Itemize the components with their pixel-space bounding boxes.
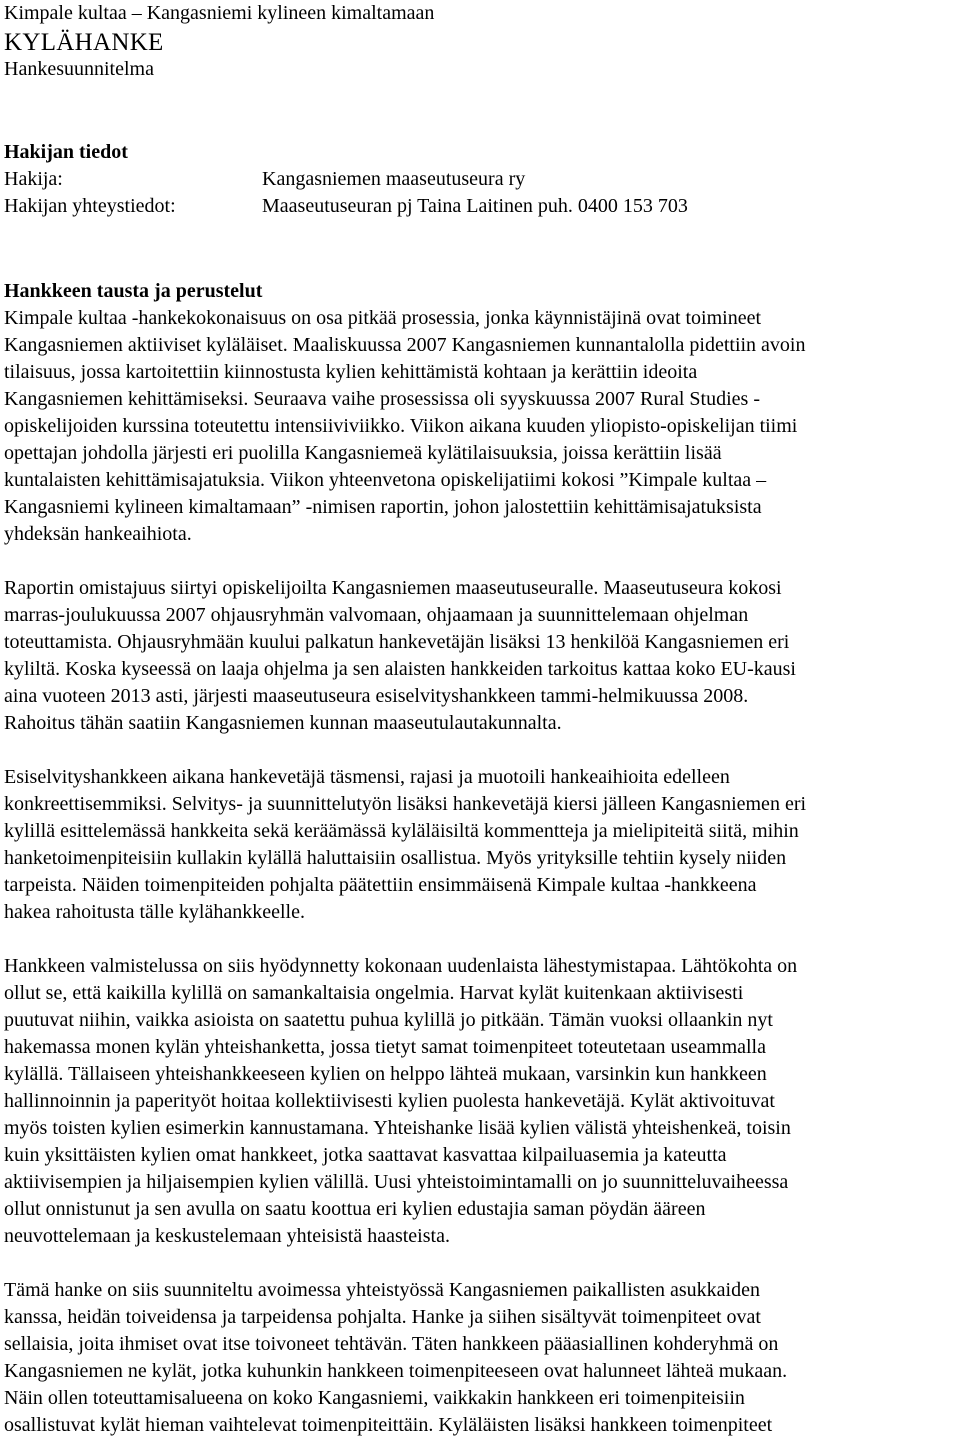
document [4, 0, 956, 1439]
paragraph-line: myös toisten kylien esimerkin kannustamana. Yhteishanke lisää kylien välistä yhteishenkeä, toisin [4, 1117, 791, 1139]
paragraph-line: kylällä. Tällaiseen yhteishankkeeseen kylien on helppo lähteä mukaan, varsinkin kun hankkeen [4, 1063, 767, 1085]
spacer [4, 83, 956, 139]
paragraph-line: opiskelijoiden kurssina toteutettu intensiiviviikko. Viikon aikana kuuden yliopisto-opiskelijan tiimi [4, 415, 798, 437]
contact-value: Maaseutuseuran pj Taina Laitinen puh. 0400 153 703 [262, 195, 688, 217]
applicant-value: Kangasniemen maaseutuseura ry [262, 168, 526, 190]
paragraph-line: Kangasniemen ne kylät, jotka kuhunkin hankkeen toimenpiteeseen ovat halunneet lähteä mukaan. [4, 1360, 788, 1382]
background-body [4, 305, 956, 1439]
paragraph-line: hakea rahoitusta tälle kylähankkeelle. [4, 901, 305, 923]
paragraph-line: aktiivisempien ja hiljaisempien kylien välillä. Uusi yhteistoimintamalli on jo suunnitteluvaiheessa [4, 1171, 789, 1193]
contact-row [4, 193, 956, 220]
paragraph-line: ollut se, että kaikilla kylillä on samankaltaisia ongelmia. Harvat kylät kuitenkaan aktiivisesti [4, 982, 744, 1004]
paragraph-line: Raportin omistajuus siirtyi opiskelijoilta Kangasniemen maaseutuseuralle. Maaseutuseura kokosi [4, 577, 782, 599]
paragraph-line: Kangasniemi kylineen kimaltamaan” -nimisen raportin, johon jalostettiin kehittämisajatuksista [4, 496, 762, 518]
paragraph-line: hallinnoinnin ja paperityöt hoitaa kollektiivisesti kylien puolesta hankevetäjä. Kylät aktivoituvat [4, 1090, 775, 1112]
paragraph-line: neuvottelemaan ja keskustelemaan yhteisistä haasteista. [4, 1225, 450, 1247]
paragraph-line: kuntalaisten kehittämisajatuksia. Viikon yhteenvetona opiskelijatiimi kokosi ”Kimpale kultaa – [4, 469, 767, 491]
paragraph-5 [4, 1277, 956, 1439]
paragraph-gap [4, 548, 956, 575]
paragraph-line: tarpeista. Näiden toimenpiteiden pohjalta päätettiin ensimmäisenä Kimpale kultaa -hankkeena [4, 874, 757, 896]
paragraph-line: kuin yksittäisten kylien omat hankkeet, jotka saattavat kasvattaa kilpailuasemia ja kateutta [4, 1144, 727, 1166]
applicant-row [4, 166, 956, 193]
background-heading: Hankkeen tausta ja perustelut [4, 280, 263, 302]
paragraph-line: yhdeksän hankeaihiota. [4, 523, 192, 545]
paragraph-line: kyliltä. Koska kyseessä on laaja ohjelma ja sen alaisten hankkeiden tarkoitus kattaa koko EU-kausi [4, 658, 796, 680]
paragraph-gap [4, 926, 956, 953]
paragraph-line: ollut onnistunut ja sen avulla on saatu koottua eri kylien edustajia saman pöydän ääreen [4, 1198, 706, 1220]
paragraph-line: kanssa, heidän toiveidensa ja tarpeidensa pohjalta. Hanke ja siihen sisältyvät toimenpiteet ovat [4, 1306, 761, 1328]
paragraph-4 [4, 953, 956, 1250]
paragraph-line: opettajan johdolla järjesti eri puolilla Kangasniemeä kylätilaisuuksia, joissa kerättiin lisää [4, 442, 722, 464]
paragraph-line: Näin ollen toteuttamisalueena on koko Kangasniemi, vaikkakin hankkeen eri toimenpiteisiin [4, 1387, 745, 1409]
paragraph-line: Tämä hanke on siis suunniteltu avoimessa yhteistyössä Kangasniemen paikallisten asukkaiden [4, 1279, 760, 1301]
paragraph-line: marras-joulukuussa 2007 ohjausryhmän valvomaan, ohjaamaan ja suunnittelemaan ohjelman [4, 604, 749, 626]
contact-label: Hakijan yhteystiedot: [4, 195, 176, 217]
applicant-heading: Hakijan tiedot [4, 141, 128, 163]
paragraph-line: aina vuoteen 2013 asti, järjesti maaseutuseura esiselvityshankkeen tammi-helmikuussa 2008. [4, 685, 749, 707]
paragraph-gap [4, 737, 956, 764]
document-title: KYLÄHANKE [4, 29, 164, 56]
paragraph-line: Kangasniemen kehittämiseksi. Seuraava vaihe prosessissa oli syyskuussa 2007 Rural Studies - [4, 388, 760, 410]
paragraph-line: Kimpale kultaa -hankekokonaisuus on osa pitkää prosessia, jonka käynnistäjinä ovat toimineet [4, 307, 762, 329]
paragraph-line: sellaisia, joita ihmiset ovat itse toivoneet tehtävän. Täten hankkeen pääasiallinen kohderyhmä on [4, 1333, 779, 1355]
paragraph-line: konkreettisemmiksi. Selvitys- ja suunnittelutyön lisäksi hankevetäjä kiersi jälleen Kangasniemen eri [4, 793, 807, 815]
paragraph-gap [4, 1250, 956, 1277]
paragraph-line: hanketoimenpiteisiin kullakin kylällä haluttaisiin osallistua. Myös yrityksille tehtiin kysely niiden [4, 847, 787, 869]
paragraph-line: tilaisuus, jossa kartoitettiin kiinnostusta kylien kehittämistä kohtaan ja kerättiin ideoita [4, 361, 698, 383]
paragraph-line: Kangasniemen aktiiviset kyläläiset. Maaliskuussa 2007 Kangasniemen kunnantalolla pidettiin avoin [4, 334, 806, 356]
project-name-line: Kimpale kultaa – Kangasniemi kylineen kimaltamaan [4, 2, 435, 24]
paragraph-2 [4, 575, 956, 737]
paragraph-3 [4, 764, 956, 926]
paragraph-line: toteuttamista. Ohjausryhmään kuului palkatun hankevetäjän lisäksi 13 henkilöä Kangasniemen eri [4, 631, 790, 653]
paragraph-line: puutuvat niihin, vaikka asioista on saatettu puhua kylillä jo pitkään. Tämän vuoksi ollaankin nyt [4, 1009, 773, 1031]
paragraph-line: Hankkeen valmistelussa on siis hyödynnetty kokonaan uudenlaista lähestymistapaa. Lähtökohta on [4, 955, 798, 977]
paragraph-1 [4, 305, 956, 548]
paragraph-line: Rahoitus tähän saatiin Kangasniemen kunnan maaseutulautakunnalta. [4, 712, 562, 734]
paragraph-line: osallistuvat kylät hieman vaihtelevat toimenpiteittäin. Kyläläisten lisäksi hankkeen toimenpiteet [4, 1414, 773, 1436]
paragraph-line: Esiselvityshankkeen aikana hankevetäjä täsmensi, rajasi ja muotoili hankeaihioita edelleen [4, 766, 730, 788]
applicant-label: Hakija: [4, 168, 63, 190]
document-subtitle: Hankesuunnitelma [4, 58, 154, 80]
paragraph-line: hakemassa monen kylän yhteishanketta, jossa tietyt samat toimenpiteet toteutetaan useammalla [4, 1036, 766, 1058]
spacer [4, 220, 956, 278]
paragraph-line: kylillä esittelemässä hankkeita sekä keräämässä kyläläisiltä kommentteja ja mielipiteitä siitä, mihin [4, 820, 799, 842]
